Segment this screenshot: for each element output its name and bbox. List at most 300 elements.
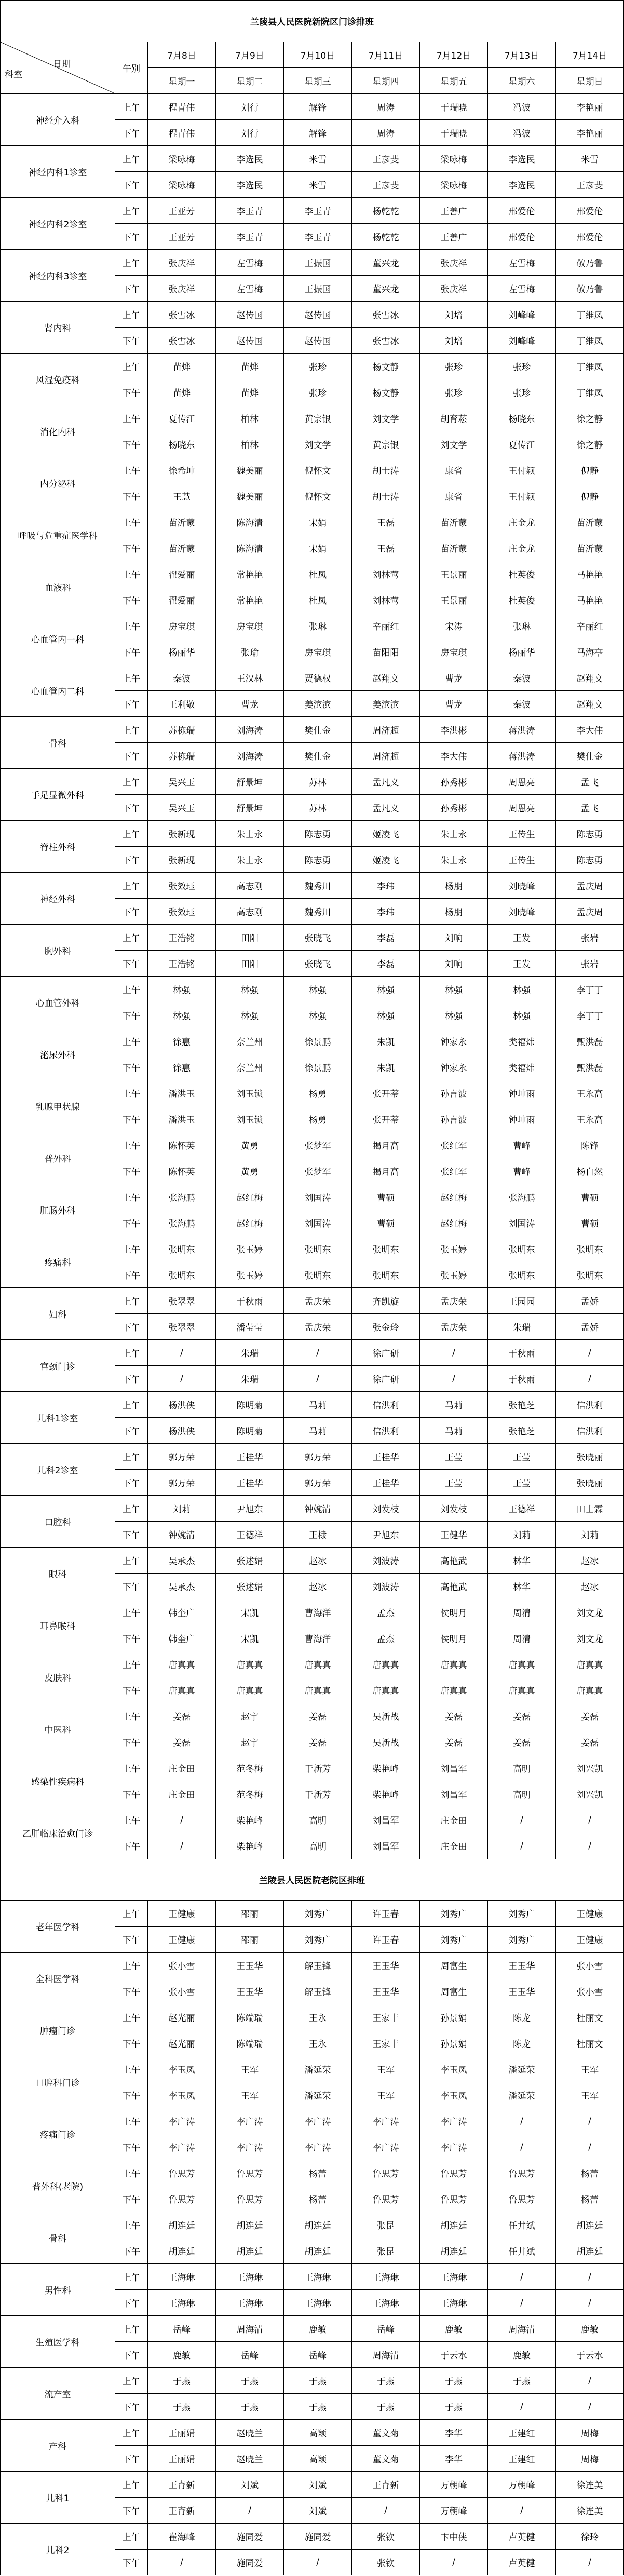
doctor-cell: 张岩 [556,925,624,951]
doctor-cell: 辛丽红 [352,613,420,639]
date-header: 7月10日 [284,42,352,68]
department-name: 产科 [1,2420,115,2472]
doctor-cell: 郭万荣 [148,1444,216,1470]
afternoon-label: 下午 [115,2446,148,2472]
doctor-cell: 周济超 [352,717,420,743]
doctor-cell: 鲁思芳 [420,2160,488,2186]
doctor-cell: 信洪利 [556,1418,624,1444]
doctor-cell: 庄金田 [420,1807,488,1833]
morning-label: 上午 [115,2472,148,2498]
afternoon-label: 下午 [115,1833,148,1859]
department-name: 男性科 [1,2264,115,2316]
doctor-cell: 姜滨滨 [284,691,352,717]
doctor-cell: 解锋 [284,94,352,120]
doctor-cell: 孟庆荣 [420,1314,488,1340]
doctor-cell: 孟庆荣 [284,1314,352,1340]
doctor-cell: 刘国涛 [284,1184,352,1210]
table-row [1,1184,624,1210]
doctor-cell: 王彦斐 [352,172,420,198]
weekday-header: 星期一 [148,68,216,94]
table-row [1,1236,624,1262]
doctor-cell: 邢爱伦 [556,224,624,250]
doctor-cell: 王军 [352,2056,420,2082]
doctor-cell: 李广涛 [352,2108,420,2134]
date-header: 7月13日 [488,42,556,68]
morning-label: 上午 [115,1080,148,1106]
doctor-cell: 张明东 [148,1236,216,1262]
afternoon-label: 下午 [115,2082,148,2108]
doctor-cell: 李大伟 [556,717,624,743]
doctor-cell: 倪静 [556,483,624,509]
morning-label: 上午 [115,1444,148,1470]
doctor-cell: 张昆 [352,2238,420,2264]
doctor-cell: 杜凤 [284,587,352,613]
doctor-cell: 张小雪 [148,1953,216,1978]
doctor-cell: 赵冰 [556,1574,624,1599]
doctor-cell: 夏传江 [488,431,556,457]
doctor-cell: 侯明月 [420,1599,488,1625]
afternoon-label: 下午 [115,224,148,250]
doctor-cell: 周济超 [352,743,420,769]
doctor-cell: 陈龙 [488,2030,556,2056]
department-name: 宫颈门诊 [1,1340,115,1392]
doctor-cell: 刘斌 [284,2498,352,2524]
doctor-cell: 王景丽 [420,561,488,587]
doctor-cell: 王海琳 [352,2264,420,2290]
doctor-cell: 孟飞 [556,795,624,821]
doctor-cell: 高艳武 [420,1548,488,1574]
doctor-cell: 刘文学 [284,431,352,457]
afternoon-label: 下午 [115,1729,148,1755]
doctor-cell: 唐真真 [420,1651,488,1677]
doctor-cell: 徐连美 [556,2472,624,2498]
doctor-cell: 周海清 [216,2316,284,2342]
doctor-cell: 王海琳 [216,2264,284,2290]
department-name: 心血管内二科 [1,665,115,717]
doctor-cell: 赵传国 [284,328,352,354]
doctor-cell: 庄金田 [148,1781,216,1807]
doctor-cell: 尹旭东 [352,1522,420,1548]
doctor-cell: 张效珏 [148,899,216,925]
doctor-cell: 刘培 [420,328,488,354]
doctor-cell: 房宝琪 [420,639,488,665]
doctor-cell: 王彦斐 [556,172,624,198]
doctor-cell: 李艳丽 [556,94,624,120]
doctor-cell: 董文菊 [352,2420,420,2446]
table-row [1,977,624,1002]
doctor-cell: 张小雪 [556,1978,624,2004]
afternoon-label: 下午 [115,2134,148,2160]
doctor-cell: 王军 [556,2082,624,2108]
doctor-cell: 胡连廷 [420,2212,488,2238]
doctor-cell: 刘行 [216,120,284,146]
department-name: 中医科 [1,1703,115,1755]
afternoon-label: 下午 [115,2342,148,2368]
doctor-cell: 李选民 [216,172,284,198]
doctor-cell: 曹海洋 [284,1599,352,1625]
doctor-cell: 唐真真 [284,1677,352,1703]
doctor-cell: 高志刚 [216,899,284,925]
doctor-cell: 樊仕金 [284,743,352,769]
doctor-cell: 孟庆周 [556,899,624,925]
doctor-cell: 米雪 [284,172,352,198]
doctor-cell: 杜凤 [284,561,352,587]
doctor-cell: 庄金龙 [488,509,556,535]
afternoon-label: 下午 [115,2550,148,2575]
doctor-cell: 王景丽 [420,587,488,613]
doctor-cell: 甄洪磊 [556,1028,624,1054]
doctor-cell: 李广涛 [216,2134,284,2160]
doctor-cell: 王振国 [284,250,352,276]
doctor-cell: 刘莉 [556,1522,624,1548]
table-row [1,1901,624,1927]
doctor-cell: 胡育菘 [420,405,488,431]
doctor-cell: 李玉青 [216,224,284,250]
doctor-cell: 马海亭 [556,639,624,665]
doctor-cell: 张钦 [352,2550,420,2575]
doctor-cell: 张庆祥 [148,250,216,276]
doctor-cell: 张述娟 [216,1574,284,1599]
doctor-cell: 于瑞晓 [420,120,488,146]
doctor-cell: 王育新 [352,2472,420,2498]
doctor-cell: 李大伟 [420,743,488,769]
doctor-cell: 刘秀广 [420,1901,488,1927]
department-name: 口腔科 [1,1496,115,1548]
doctor-cell: 王莹 [420,1470,488,1496]
doctor-cell: 张梦军 [284,1158,352,1184]
doctor-cell: 唐真真 [420,1677,488,1703]
doctor-cell: 潘延荣 [488,2056,556,2082]
doctor-cell: 张雪冰 [352,328,420,354]
doctor-cell: 苗沂蒙 [420,509,488,535]
doctor-cell: 王传生 [488,847,556,873]
doctor-cell: 柴艳峰 [352,1781,420,1807]
doctor-cell: 李选民 [488,172,556,198]
doctor-cell: 王军 [556,2056,624,2082]
morning-label: 上午 [115,2160,148,2186]
doctor-cell: 宋凯 [216,1625,284,1651]
doctor-cell: 魏秀川 [284,899,352,925]
doctor-cell: 柴艳峰 [216,1833,284,1859]
doctor-cell: 苗沂蒙 [556,535,624,561]
doctor-cell: 王磊 [352,535,420,561]
doctor-cell: 张述娟 [216,1548,284,1574]
doctor-cell: 杜英俊 [488,561,556,587]
doctor-cell: 钟婉清 [284,1496,352,1522]
doctor-cell: 任井斌 [488,2212,556,2238]
doctor-cell: 曹硕 [352,1210,420,1236]
doctor-cell: 张小雪 [148,1978,216,2004]
doctor-cell: 李广涛 [284,2108,352,2134]
afternoon-label: 下午 [115,1927,148,1953]
doctor-cell: 赵红梅 [216,1210,284,1236]
doctor-cell: 林华 [488,1548,556,1574]
doctor-cell: 王永高 [556,1106,624,1132]
doctor-cell: 于秋雨 [216,1288,284,1314]
doctor-cell: 李广涛 [420,2108,488,2134]
doctor-cell: 岳峰 [352,2316,420,2342]
doctor-cell: 胡连廷 [148,2238,216,2264]
doctor-cell: 孟庆荣 [284,1288,352,1314]
doctor-cell: 王莹 [420,1444,488,1470]
doctor-cell: 鹿敏 [284,2316,352,2342]
doctor-cell: 王健康 [556,1901,624,1927]
doctor-cell: 于燕 [352,2368,420,2394]
morning-label: 上午 [115,457,148,483]
corner-dept-label: 科室 [5,70,22,80]
morning-label: 上午 [115,198,148,224]
doctor-cell: 王海琳 [284,2264,352,2290]
table-row [1,1496,624,1522]
doctor-cell: 张海鹏 [148,1184,216,1210]
morning-label: 上午 [115,354,148,379]
doctor-cell: 丁维凤 [556,354,624,379]
doctor-cell: 王健华 [420,1522,488,1548]
doctor-cell: 柏林 [216,431,284,457]
afternoon-label: 下午 [115,1625,148,1651]
doctor-cell: 孟凡义 [352,795,420,821]
doctor-cell: 王磊 [352,509,420,535]
doctor-cell: 左雪梅 [488,250,556,276]
doctor-cell: 李选民 [216,146,284,172]
doctor-cell: 康省 [420,483,488,509]
afternoon-label: 下午 [115,743,148,769]
doctor-cell: 王慧 [148,483,216,509]
morning-label: 上午 [115,1651,148,1677]
doctor-cell: 翟爱丽 [148,587,216,613]
doctor-cell: 宋娟 [284,535,352,561]
morning-label: 上午 [115,2524,148,2550]
doctor-cell: 于瑞晓 [420,94,488,120]
table-row [1,873,624,899]
morning-label: 上午 [115,1599,148,1625]
doctor-cell: 程青伟 [148,120,216,146]
morning-label: 上午 [115,1496,148,1522]
doctor-cell: 林华 [488,1574,556,1599]
doctor-cell: 宋涛 [420,613,488,639]
doctor-cell: 张珍 [420,354,488,379]
doctor-cell: 左雪梅 [488,276,556,302]
table-row [1,769,624,795]
doctor-cell: 孙秀彬 [420,769,488,795]
doctor-cell: 苗沂蒙 [556,509,624,535]
morning-label: 上午 [115,2368,148,2394]
doctor-cell: / [556,1807,624,1833]
doctor-cell: 王德祥 [216,1522,284,1548]
department-name: 普外科(老院) [1,2160,115,2212]
table-row [1,1548,624,1574]
doctor-cell: 徐景鹏 [284,1028,352,1054]
doctor-cell: 苏林 [284,795,352,821]
doctor-cell: 李广涛 [216,2108,284,2134]
doctor-cell: 刘国涛 [488,1210,556,1236]
doctor-cell: 姜磊 [420,1703,488,1729]
doctor-cell: 潘洪玉 [148,1106,216,1132]
doctor-cell: 王付颖 [488,483,556,509]
department-name: 呼吸与危重症医学科 [1,509,115,561]
morning-label: 上午 [115,665,148,691]
doctor-cell: 刘秀广 [488,1927,556,1953]
doctor-cell: 林强 [420,1002,488,1028]
doctor-cell: 万朝峰 [420,2472,488,2498]
doctor-cell: 周海清 [488,2316,556,2342]
doctor-cell: 孙景娟 [420,2030,488,2056]
doctor-cell: 赵光丽 [148,2030,216,2056]
doctor-cell: 鲁思芳 [488,2186,556,2212]
doctor-cell: 刘峰峰 [488,302,556,328]
morning-label: 上午 [115,1548,148,1574]
doctor-cell: 鲁思芳 [352,2160,420,2186]
doctor-cell: 卢英健 [488,2524,556,2550]
doctor-cell: 万朝峰 [488,2472,556,2498]
doctor-cell: 胡连廷 [284,2212,352,2238]
morning-label: 上午 [115,1953,148,1978]
doctor-cell: 鲁思芳 [148,2160,216,2186]
doctor-cell: 赵传国 [284,302,352,328]
doctor-cell: 潘莹莹 [216,1314,284,1340]
table-row [1,2316,624,2342]
department-name: 口腔科门诊 [1,2056,115,2108]
department-name: 疼痛科 [1,1236,115,1288]
doctor-cell: 梁咏梅 [420,146,488,172]
doctor-cell: 周恩亮 [488,795,556,821]
doctor-cell: / [284,2550,352,2575]
doctor-cell: 张海鹏 [148,1210,216,1236]
doctor-cell: 朱瑞 [216,1340,284,1366]
doctor-cell: 鹿敏 [420,2316,488,2342]
doctor-cell: 董文菊 [352,2446,420,2472]
doctor-cell: 钟家永 [420,1054,488,1080]
doctor-cell: / [284,1340,352,1366]
department-name: 疼痛门诊 [1,2108,115,2160]
doctor-cell: 王海琳 [284,2290,352,2316]
doctor-cell: 张金玲 [352,1314,420,1340]
doctor-cell: 樊仕金 [556,743,624,769]
table-row [1,1953,624,1978]
doctor-cell: 徐惠 [148,1028,216,1054]
table-row [1,2420,624,2446]
doctor-cell: 张开蒂 [352,1106,420,1132]
doctor-cell: 张晓丽 [556,1444,624,1470]
doctor-cell: 王海琳 [216,2290,284,2316]
doctor-cell: 曹龙 [420,691,488,717]
weekday-header: 星期二 [216,68,284,94]
doctor-cell: 王建红 [488,2446,556,2472]
doctor-cell: 丁维凤 [556,302,624,328]
doctor-cell: 丁维凤 [556,328,624,354]
doctor-cell: 房宝琪 [284,639,352,665]
morning-label: 上午 [115,2420,148,2446]
doctor-cell: 胡连廷 [148,2212,216,2238]
morning-label: 上午 [115,94,148,120]
doctor-cell: 孙秀彬 [420,795,488,821]
doctor-cell: 秦波 [148,665,216,691]
doctor-cell: 张庆祥 [148,276,216,302]
doctor-cell: 田士霖 [556,1496,624,1522]
doctor-cell: 姜磊 [148,1729,216,1755]
doctor-cell: 姬凌飞 [352,821,420,847]
doctor-cell: 施同爱 [216,2524,284,2550]
doctor-cell: 刘林莺 [352,561,420,587]
doctor-cell: 赵传国 [216,328,284,354]
doctor-cell: 于燕 [284,2368,352,2394]
doctor-cell: 胡连廷 [420,2238,488,2264]
doctor-cell: 于燕 [148,2394,216,2420]
doctor-cell: 卞中侠 [420,2524,488,2550]
doctor-cell: 杨乾乾 [352,198,420,224]
doctor-cell: 康省 [420,457,488,483]
department-name: 消化内科 [1,405,115,457]
doctor-cell: 赵晓兰 [216,2420,284,2446]
afternoon-label: 下午 [115,2498,148,2524]
doctor-cell: 类福炜 [488,1028,556,1054]
afternoon-label: 下午 [115,2238,148,2264]
doctor-cell: 王丽娟 [148,2446,216,2472]
afternoon-label: 下午 [115,1002,148,1028]
doctor-cell: 张海鹏 [488,1184,556,1210]
doctor-cell: 黄宗银 [284,405,352,431]
doctor-cell: / [556,2394,624,2420]
doctor-cell: 施同爱 [216,2550,284,2575]
doctor-cell: 宋娟 [284,509,352,535]
doctor-cell: 高明 [488,1781,556,1807]
doctor-cell: 李广涛 [148,2134,216,2160]
doctor-cell: 朱凯 [352,1054,420,1080]
doctor-cell: 刘昌军 [352,1833,420,1859]
doctor-cell: 陈怀英 [148,1132,216,1158]
doctor-cell: 王桂华 [352,1470,420,1496]
doctor-cell: / [420,2550,488,2575]
doctor-cell: 潘洪玉 [148,1080,216,1106]
doctor-cell: / [556,2134,624,2160]
doctor-cell: 张珍 [284,379,352,405]
doctor-cell: 曹峰 [488,1158,556,1184]
doctor-cell: 刘峰峰 [488,328,556,354]
doctor-cell: 杨文静 [352,379,420,405]
doctor-cell: 张开蒂 [352,1080,420,1106]
date-header: 7月12日 [420,42,488,68]
doctor-cell: 赵翔文 [556,665,624,691]
doctor-cell: 郭万荣 [284,1444,352,1470]
morning-label: 上午 [115,250,148,276]
doctor-cell: 王海琳 [420,2264,488,2290]
doctor-cell: 赵传国 [216,302,284,328]
doctor-cell: 王健康 [148,1927,216,1953]
department-name: 儿科2 [1,2524,115,2575]
doctor-cell: / [556,2108,624,2134]
morning-label: 上午 [115,2316,148,2342]
department-name: 儿科1 [1,2472,115,2524]
doctor-cell: 杨洪侠 [148,1418,216,1444]
doctor-cell: 赵冰 [284,1574,352,1599]
doctor-cell: 赵宇 [216,1729,284,1755]
afternoon-label: 下午 [115,328,148,354]
doctor-cell: 马艳艳 [556,561,624,587]
doctor-cell: 王玉华 [216,1953,284,1978]
doctor-cell: 范冬梅 [216,1781,284,1807]
table-row [1,405,624,431]
afternoon-label: 下午 [115,483,148,509]
doctor-cell: 孙景娟 [420,2004,488,2030]
doctor-cell: 林强 [488,977,556,1002]
table-row [1,146,624,172]
doctor-cell: 解玉锋 [284,1978,352,2004]
doctor-cell: 林强 [216,1002,284,1028]
doctor-cell: 周梅 [556,2446,624,2472]
doctor-cell: 唐真真 [148,1651,216,1677]
department-name: 生殖医学科 [1,2316,115,2368]
afternoon-label: 下午 [115,2394,148,2420]
